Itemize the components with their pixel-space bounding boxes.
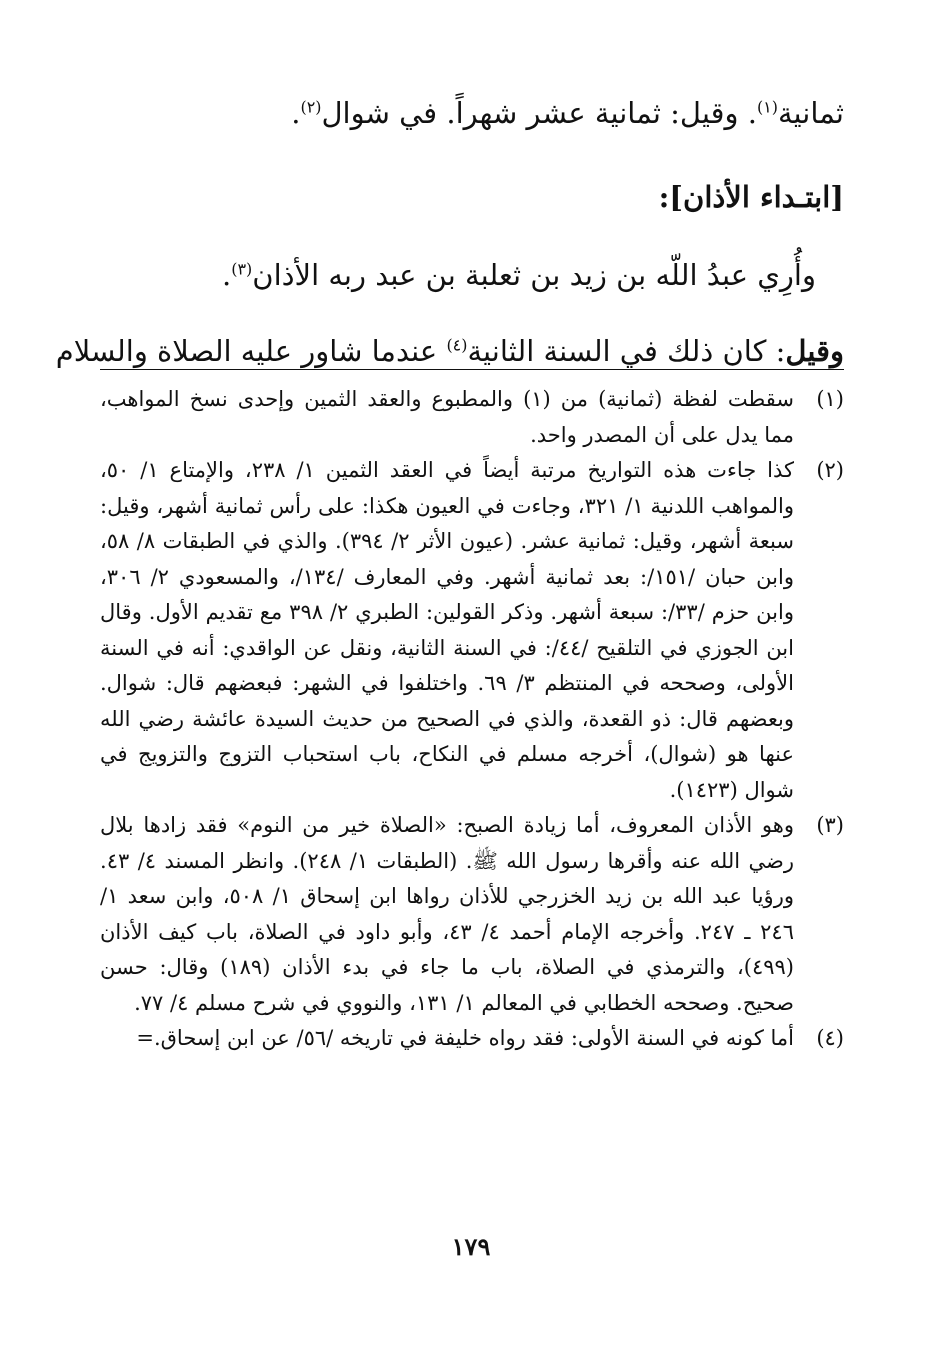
footnote-text: أما كونه في السنة الأولى: فقد رواه خليفة في تاريخه /٥٦/ عن ابن إسحاق.=: [136, 1026, 794, 1050]
footnote-number: (٤): [816, 1026, 844, 1050]
footnotes: [100, 382, 844, 1057]
main-line-1: [118, 90, 844, 172]
text-span: .: [291, 96, 301, 130]
text-span: . وقيل: ثمانية عشر شهراً. في شوال: [321, 96, 757, 130]
text-span: ثمانية: [777, 96, 844, 130]
footnote-3: [100, 808, 844, 1021]
lead-word: وقيل: [785, 334, 844, 368]
footnote-number: (٢): [816, 458, 844, 482]
footnote-ref-1: (١): [756, 97, 778, 117]
footnote-number: (٣): [816, 813, 844, 837]
footnote-number: (١): [816, 387, 844, 411]
footnote-4: [100, 1021, 844, 1057]
footnote-ref-4: (٤): [446, 335, 468, 355]
footnote-separator: [100, 369, 844, 370]
section-heading: [ابتـداء الأذان]:: [658, 180, 844, 214]
footnote-2: [100, 453, 844, 808]
footnote-1: [100, 382, 844, 453]
footnote-ref-2: (٢): [300, 97, 322, 117]
footnote-text: وهو الأذان المعروف، أما زيادة الصبح: «الصلاة خير من النوم» فقد زادها بلال رضي الله عنه وأقرها رسول الله ﷺ. (الطبقات ١/ ٢٤٨). وانظر المسند ٤/ ٤٣. ورؤيا عبد الله بن زيد الخزرجي للأذان رواها ابن إسحاق ١/ ٥٠٨، وابن سعد ١/ ٢٤٦ ـ ٢٤٧. وأخرجه الإمام أحمد ٤/ ٤٣، وأبو داود في الصلاة، باب كيف الأذان (٤٩٩)، والترمذي في الصلاة، باب ما جاء في بدء الأذان (١٨٩) وقال: حسن صحيح. وصححه الخطابي في المعالم ١/ ١٣١، والنووي في شرح مسلم ٤/ ٧٧.: [100, 813, 794, 1015]
text-span: عندما شاور عليه الصلاة والسلام: [55, 334, 447, 368]
main-text: [55, 90, 844, 384]
text-span: : كان ذلك في السنة الثانية: [467, 334, 786, 368]
text-span: وأُرِي عبدُ اللّه بن زيد بن ثعلبة بن عبد ربه الأذان: [252, 258, 816, 292]
main-line-4: [55, 324, 844, 384]
footnote-ref-3: (٣): [231, 259, 253, 279]
footnote-text: كذا جاءت هذه التواريخ مرتبة أيضاً في العقد الثمين ١/ ٢٣٨، والإمتاع ١/ ٥٠، والمواهب اللدنية ١/ ٣٢١، وجاءت في العيون هكذا: على رأس ثمانية أشهر، وقيل: سبعة أشهر، وقيل: ثمانية عشر. (عيون الأثر ٢/ ٣٩٤). والذي في الطبقات ٨/ ٥٨، وابن حبان /١٥١/: بعد ثمانية أشهر. وفي المعارف /١٣٤/، والمسعودي ٢/ ٣٠٦، وابن حزم /٣٣/: سبعة أشهر. وذكر القولين: الطبري ٢/ ٣٩٨ مع تقديم الأول. وقال ابن الجوزي في التلقيح /٤٤/: في السنة الثانية، ونقل عن الواقدي: أنه في السنة الأولى، وصححه في المنتظم ٣/ ٦٩. واختلفوا في الشهر: فبعضهم قال: شوال. وبعضهم قال: ذو القعدة، والذي في الصحيح من حديث السيدة عائشة رضي الله عنها هو (شوال)، أخرجه مسلم في النكاح، باب استحباب التزوج والتزويج في شوال (١٤٢٣).: [100, 458, 794, 802]
text-span: .: [222, 258, 232, 292]
footnote-text: سقطت لفظة (ثمانية) من (١) والمطبوع والعقد الثمين وإحدى نسخ المواهب، مما يدل على أن المصدر واحد.: [100, 387, 794, 447]
main-line-3: [118, 240, 844, 324]
page-number: ١٧٩: [451, 1232, 491, 1261]
